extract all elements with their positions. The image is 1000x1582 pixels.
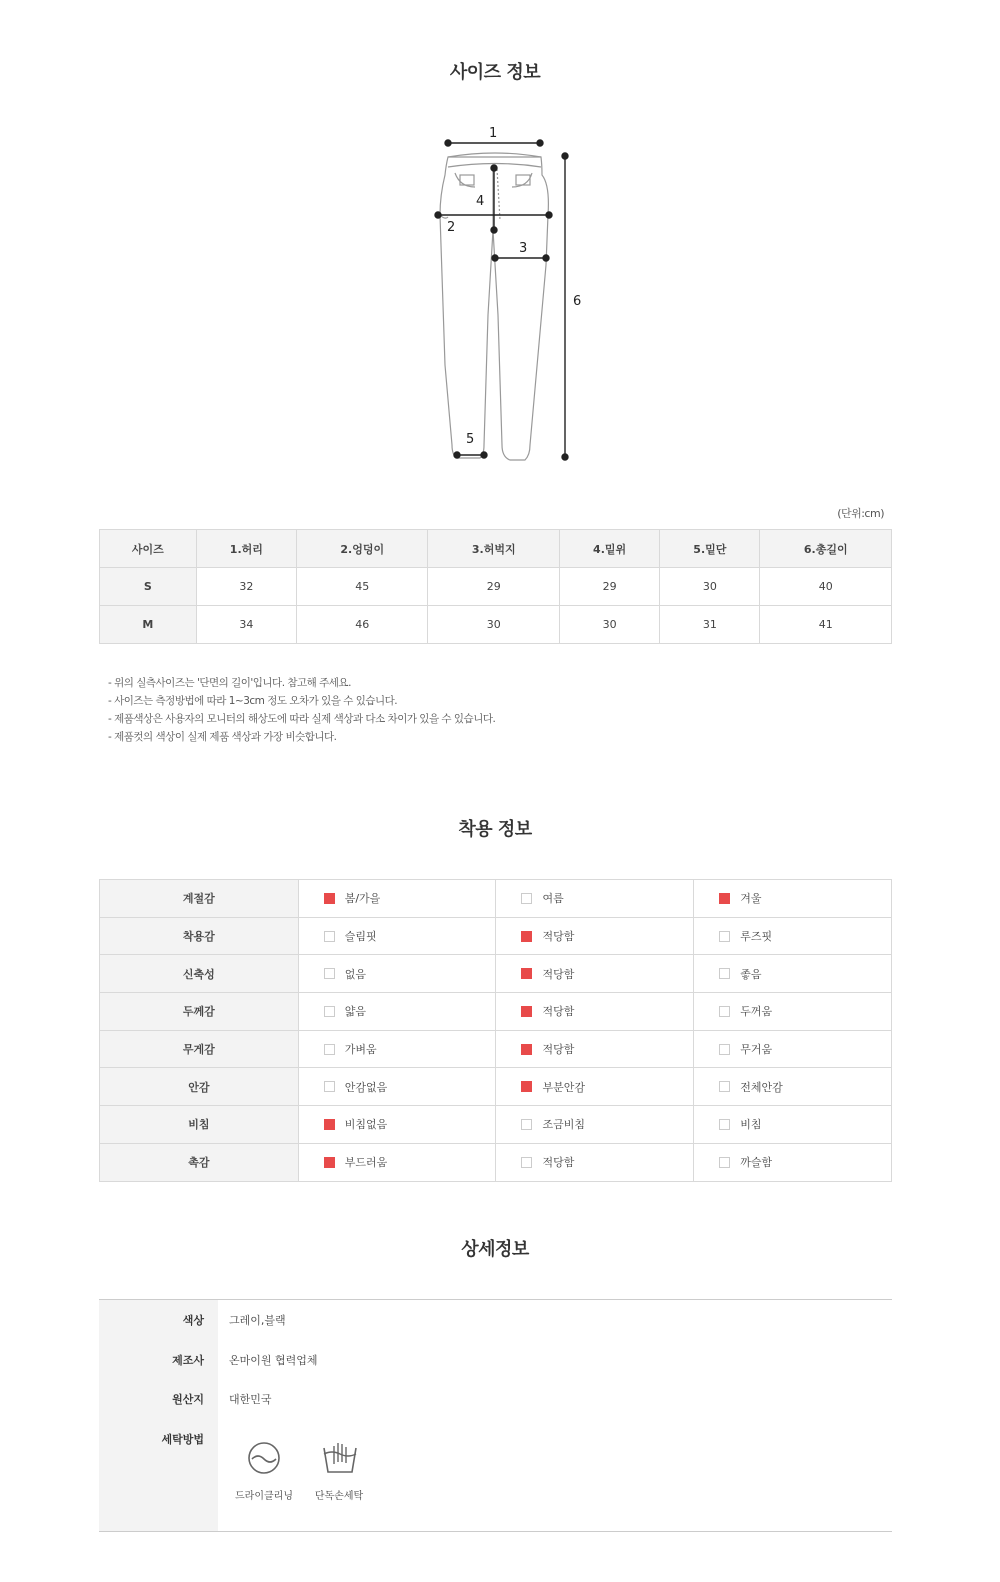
checked-box-icon	[324, 893, 335, 904]
note-line: - 위의 실측사이즈는 '단면의 길이'입니다. 참고해 주세요.	[108, 677, 351, 689]
fit-option-label: 부드러움	[344, 1156, 388, 1170]
fit-option	[496, 993, 694, 1031]
fit-option	[496, 880, 694, 918]
size-table	[99, 529, 892, 644]
unchecked-box-icon	[324, 1044, 335, 1055]
unchecked-box-icon	[324, 1006, 335, 1017]
size-value: 29	[428, 568, 560, 606]
unchecked-box-icon	[324, 1081, 335, 1092]
checked-box-icon	[521, 968, 532, 979]
fit-option	[694, 1106, 892, 1144]
checked-box-icon	[521, 1006, 532, 1017]
size-name: S	[100, 568, 197, 606]
unit-label: (단위:cm)	[837, 507, 884, 520]
fit-row-label: 두께감	[100, 993, 299, 1031]
origin-label: 원산지	[172, 1393, 204, 1406]
fit-option	[496, 917, 694, 955]
dry-cleaning-label: 드라이클리닝	[235, 1491, 293, 1502]
fit-option-label: 비침	[740, 1118, 762, 1132]
fit-option-label: 적당함	[542, 1005, 575, 1019]
fit-option-label: 조금비침	[542, 1118, 585, 1132]
size-value: 29	[559, 568, 659, 606]
table-row	[100, 917, 892, 955]
unchecked-box-icon	[521, 1157, 532, 1168]
fit-option-label: 겨울	[740, 892, 762, 906]
fit-row-label: 안감	[100, 1068, 299, 1106]
table-row	[100, 568, 892, 606]
detail-table	[99, 1299, 892, 1532]
fit-option-label: 봄/가을	[344, 892, 381, 906]
measure-label-4: 4	[476, 194, 485, 209]
fit-row-label: 착용감	[100, 917, 299, 955]
fit-info-title: 착용 정보	[458, 819, 532, 840]
fit-option-label: 가벼움	[344, 1043, 377, 1057]
fit-option-label: 좋음	[740, 967, 762, 981]
size-header: 3.허벅지	[428, 530, 560, 568]
size-value: 40	[760, 568, 892, 606]
fit-option-label: 적당함	[542, 1043, 575, 1057]
fit-option-label: 안감없음	[344, 1080, 388, 1094]
fit-option	[298, 993, 496, 1031]
color-label: 색상	[182, 1314, 204, 1327]
fit-option	[496, 1106, 694, 1144]
size-info-title: 사이즈 정보	[449, 62, 541, 83]
fit-option	[694, 880, 892, 918]
fit-option	[694, 1030, 892, 1068]
fit-option	[496, 955, 694, 993]
measure-label-6: 6	[573, 294, 582, 309]
measure-label-3: 3	[519, 241, 528, 256]
size-value: 30	[428, 606, 560, 644]
size-header: 5.밑단	[660, 530, 760, 568]
fit-option	[298, 917, 496, 955]
fit-option	[298, 1106, 496, 1144]
unchecked-box-icon	[719, 1157, 730, 1168]
fit-option	[298, 1143, 496, 1181]
size-table-header	[100, 530, 892, 568]
checked-box-icon	[324, 1119, 335, 1130]
unchecked-box-icon	[324, 931, 335, 942]
size-value: 34	[196, 606, 296, 644]
table-row	[100, 1106, 892, 1144]
pants-diagram	[400, 115, 620, 475]
size-value: 31	[660, 606, 760, 644]
unchecked-box-icon	[719, 1119, 730, 1130]
fit-option-label: 여름	[542, 892, 564, 906]
fit-option-label: 까슬함	[740, 1156, 773, 1170]
measure-label-2: 2	[447, 220, 456, 235]
fit-option	[496, 1068, 694, 1106]
origin-value: 대한민국	[229, 1393, 272, 1406]
pants-outline-illustration	[400, 115, 620, 475]
unchecked-box-icon	[521, 1119, 532, 1130]
fit-option	[694, 955, 892, 993]
size-notes	[108, 674, 495, 746]
fit-row-label: 촉감	[100, 1143, 299, 1181]
fit-option	[496, 1143, 694, 1181]
unchecked-box-icon	[324, 968, 335, 979]
fit-row-label: 무게감	[100, 1030, 299, 1068]
size-header: 1.허리	[196, 530, 296, 568]
size-value: 30	[660, 568, 760, 606]
fit-option	[298, 1030, 496, 1068]
size-value: 46	[296, 606, 428, 644]
measure-label-1: 1	[489, 126, 498, 141]
checked-box-icon	[521, 931, 532, 942]
table-row	[100, 1143, 892, 1181]
detail-info-title: 상세정보	[461, 1239, 529, 1260]
fit-option-label: 무거움	[740, 1043, 773, 1057]
size-header: 4.밑위	[559, 530, 659, 568]
fit-option	[298, 1068, 496, 1106]
size-header: 2.엉덩이	[296, 530, 428, 568]
fit-option-label: 루즈핏	[740, 930, 773, 944]
unchecked-box-icon	[719, 1081, 730, 1092]
dry-cleaning-icon	[246, 1440, 282, 1476]
table-row	[100, 880, 892, 918]
fit-row-label: 신축성	[100, 955, 299, 993]
size-header: 6.총길이	[760, 530, 892, 568]
checked-box-icon	[521, 1081, 532, 1092]
note-line: - 제품컷의 색상이 실제 제품 색상과 가장 비슷합니다.	[108, 731, 337, 743]
table-row	[100, 955, 892, 993]
maker-value: 온마이원 협력업체	[229, 1354, 318, 1367]
table-row	[100, 1068, 892, 1106]
size-value: 41	[760, 606, 892, 644]
fit-option-label: 적당함	[542, 1156, 575, 1170]
unchecked-box-icon	[719, 968, 730, 979]
fit-option-label: 얇음	[344, 1005, 366, 1019]
unchecked-box-icon	[719, 1044, 730, 1055]
measure-label-5: 5	[466, 432, 475, 447]
fit-option-label: 적당함	[542, 930, 575, 944]
fit-option-label: 전체안감	[740, 1080, 783, 1094]
table-row	[100, 1030, 892, 1068]
fit-option	[496, 1030, 694, 1068]
size-name: M	[100, 606, 197, 644]
size-header: 사이즈	[100, 530, 197, 568]
fit-option	[298, 880, 496, 918]
table-row	[100, 993, 892, 1031]
fit-option-label: 비침없음	[344, 1118, 388, 1132]
fit-option	[694, 917, 892, 955]
checked-box-icon	[521, 1044, 532, 1055]
fit-option-label: 슬림핏	[344, 930, 377, 944]
note-line: - 사이즈는 측정방법에 따라 1~3cm 정도 오차가 있을 수 있습니다.	[108, 695, 398, 707]
wash-label: 세탁방법	[161, 1433, 204, 1446]
fit-option-label: 두꺼움	[740, 1005, 773, 1019]
fit-option	[298, 955, 496, 993]
maker-label: 제조사	[172, 1354, 204, 1367]
fit-table	[99, 879, 892, 1182]
size-value: 32	[196, 568, 296, 606]
table-row	[100, 606, 892, 644]
fit-option	[694, 1068, 892, 1106]
hand-wash-icon	[320, 1440, 360, 1476]
checked-box-icon	[324, 1157, 335, 1168]
size-value: 30	[559, 606, 659, 644]
unchecked-box-icon	[719, 931, 730, 942]
fit-row-label: 계절감	[100, 880, 299, 918]
unchecked-box-icon	[521, 893, 532, 904]
checked-box-icon	[719, 893, 730, 904]
unchecked-box-icon	[719, 1006, 730, 1017]
hand-wash-label: 단독손세탁	[314, 1491, 364, 1502]
size-value: 45	[296, 568, 428, 606]
note-line: - 제품색상은 사용자의 모니터의 해상도에 따라 실제 색상과 다소 차이가 있을 수 있습니다.	[108, 713, 496, 725]
fit-row-label: 비침	[100, 1106, 299, 1144]
measure-point	[537, 140, 543, 146]
measure-point	[445, 140, 451, 146]
fit-option-label: 적당함	[542, 967, 575, 981]
color-value: 그레이,블랙	[229, 1314, 286, 1327]
fit-option	[694, 1143, 892, 1181]
fit-option	[694, 993, 892, 1031]
fit-option-label: 부분안감	[542, 1080, 585, 1094]
fit-option-label: 없음	[344, 967, 366, 981]
